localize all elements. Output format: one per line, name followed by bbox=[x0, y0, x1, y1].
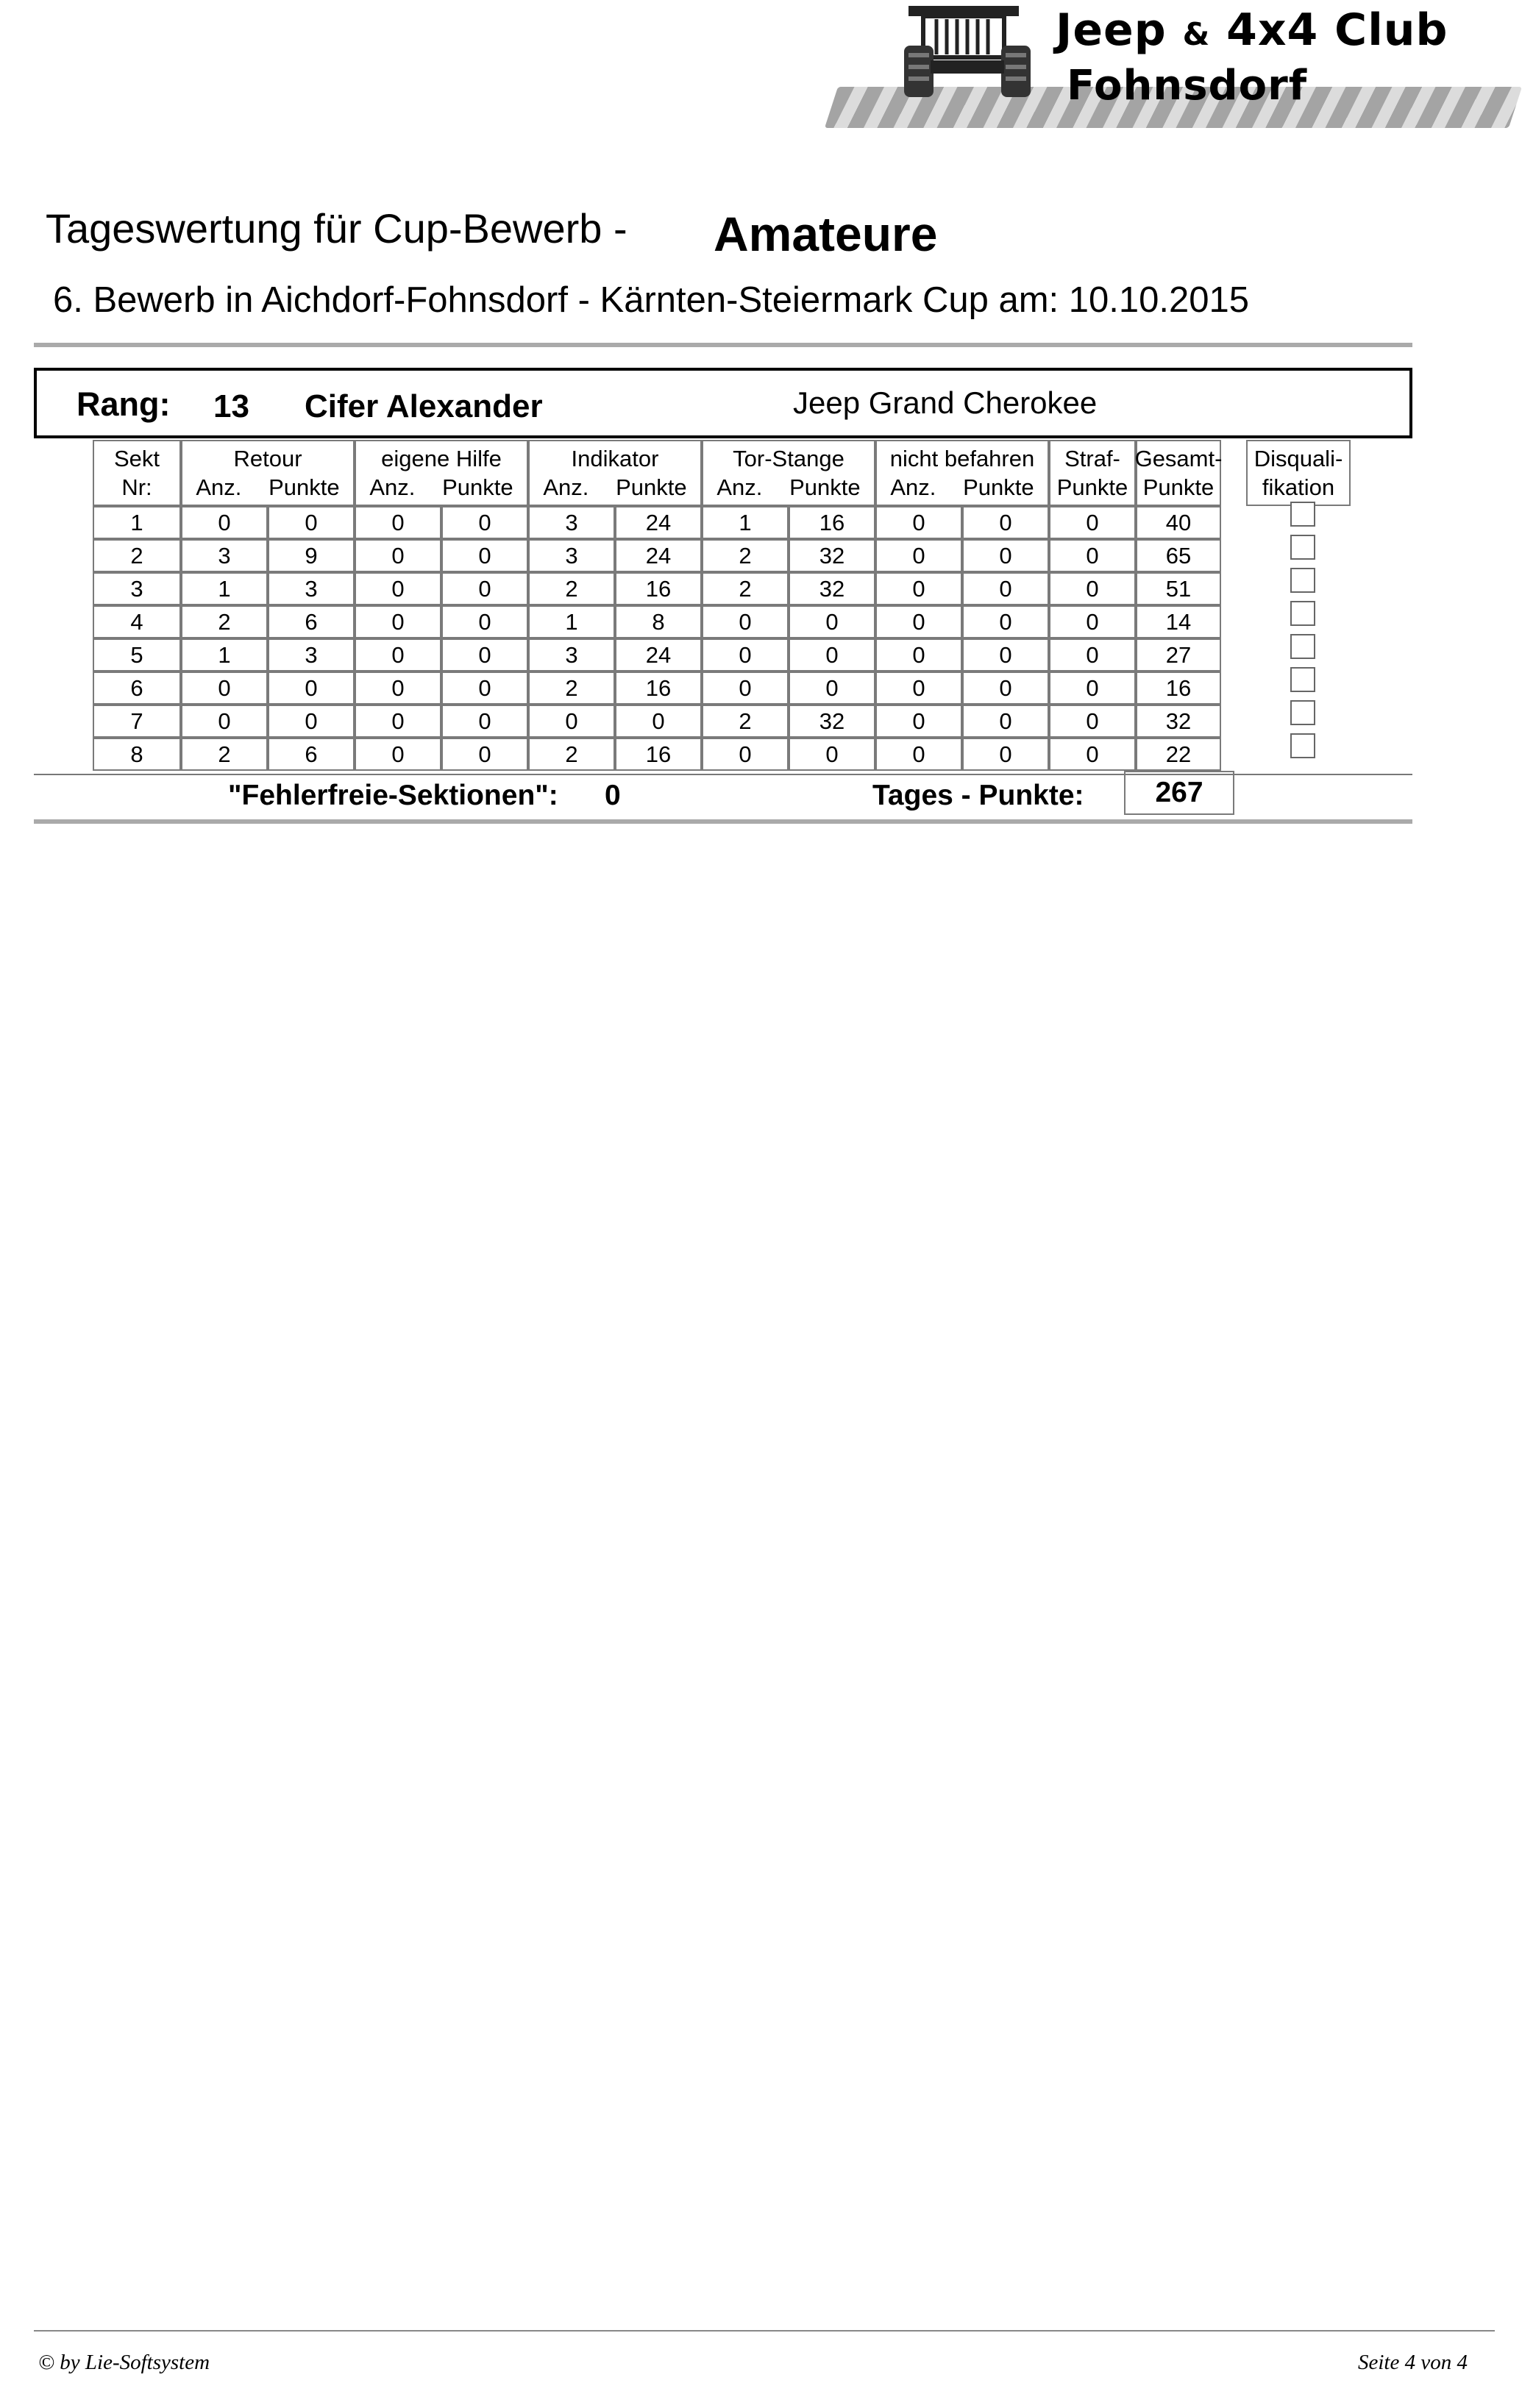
error-free-label: "Fehlerfreie-Sektionen": bbox=[228, 780, 558, 811]
rank-label: Rang: bbox=[77, 385, 171, 423]
table-cell: 1 bbox=[93, 506, 181, 539]
table-cell: 0 bbox=[441, 539, 528, 572]
table-cell: 0 bbox=[1049, 605, 1136, 638]
table-cell: 3 bbox=[268, 638, 355, 672]
column-header-sub: Anz. bbox=[369, 474, 416, 500]
table-cell: 0 bbox=[962, 539, 1049, 572]
table-cell: 16 bbox=[1136, 672, 1221, 705]
table-cell: 0 bbox=[615, 705, 702, 738]
table-cell: 8 bbox=[615, 605, 702, 638]
table-cell: 0 bbox=[181, 506, 268, 539]
column-header bbox=[93, 440, 181, 506]
table-cell: 0 bbox=[875, 638, 962, 672]
table-cell: 32 bbox=[789, 539, 875, 572]
table-cell: 5 bbox=[93, 638, 181, 672]
table-cell: 6 bbox=[268, 605, 355, 638]
table-cell: 0 bbox=[441, 572, 528, 605]
table-cell: 0 bbox=[181, 672, 268, 705]
table-cell: 0 bbox=[355, 672, 441, 705]
table-cell: 0 bbox=[702, 638, 789, 672]
table-cell: 0 bbox=[875, 572, 962, 605]
table-cell: 0 bbox=[355, 539, 441, 572]
table-cell: 0 bbox=[441, 605, 528, 638]
day-points-value: 267 bbox=[1124, 771, 1234, 815]
column-header bbox=[1049, 440, 1136, 506]
table-cell: 16 bbox=[615, 672, 702, 705]
table-cell: 2 bbox=[702, 705, 789, 738]
column-header bbox=[875, 440, 1049, 506]
table-cell: 24 bbox=[615, 539, 702, 572]
disqualification-checkbox[interactable] bbox=[1290, 733, 1315, 758]
table-cell: 0 bbox=[355, 638, 441, 672]
table-cell: 0 bbox=[962, 572, 1049, 605]
table-cell: 0 bbox=[875, 539, 962, 572]
table-cell: 2 bbox=[528, 738, 615, 771]
logo-line1: Jeep & 4x4 Club bbox=[1056, 4, 1448, 56]
table-cell: 0 bbox=[1049, 705, 1136, 738]
table-cell: 0 bbox=[1049, 672, 1136, 705]
table-cell: 1 bbox=[528, 605, 615, 638]
column-header-sub: Punkte bbox=[1056, 474, 1128, 500]
column-header-title: Indikator bbox=[571, 446, 659, 471]
column-header-title: nicht befahren bbox=[889, 446, 1035, 471]
table-cell: 0 bbox=[789, 738, 875, 771]
table-cell: 6 bbox=[93, 672, 181, 705]
column-header-title: Retour bbox=[233, 446, 302, 471]
page-number: Seite 4 von 4 bbox=[1358, 2351, 1468, 2374]
table-cell: 0 bbox=[702, 672, 789, 705]
column-header bbox=[1136, 440, 1221, 506]
column-header-sub: Nr: bbox=[121, 474, 152, 500]
logo-line2: Fohnsdorf bbox=[1067, 62, 1308, 110]
column-header-sub: Punkte bbox=[963, 474, 1034, 500]
participant-name: Cifer Alexander bbox=[305, 388, 543, 424]
column-header-sub: Punkte bbox=[616, 474, 687, 500]
table-cell: 14 bbox=[1136, 605, 1221, 638]
table-cell: 0 bbox=[268, 705, 355, 738]
copyright: © by Lie-Softsystem bbox=[38, 2351, 210, 2374]
table-cell: 6 bbox=[268, 738, 355, 771]
table-cell: 9 bbox=[268, 539, 355, 572]
table-cell: 0 bbox=[441, 638, 528, 672]
column-header bbox=[181, 440, 355, 506]
table-cell: 16 bbox=[615, 572, 702, 605]
table-cell: 0 bbox=[441, 738, 528, 771]
table-cell: 2 bbox=[702, 539, 789, 572]
column-header-title: Disquali- bbox=[1253, 446, 1343, 471]
table-cell: 1 bbox=[702, 506, 789, 539]
table-cell: 65 bbox=[1136, 539, 1221, 572]
page-title: Tageswertung für Cup-Bewerb - bbox=[46, 205, 627, 252]
table-cell: 0 bbox=[528, 705, 615, 738]
table-cell: 16 bbox=[615, 738, 702, 771]
table-cell: 3 bbox=[181, 539, 268, 572]
table-cell: 24 bbox=[615, 506, 702, 539]
column-header-sub: Anz. bbox=[890, 474, 936, 500]
table-cell: 0 bbox=[875, 705, 962, 738]
disqualification-checkbox[interactable] bbox=[1290, 601, 1315, 626]
table-cell: 24 bbox=[615, 638, 702, 672]
column-header bbox=[702, 440, 875, 506]
column-header-title: Sekt bbox=[113, 446, 160, 471]
disqualification-checkbox[interactable] bbox=[1290, 502, 1315, 527]
summary-bottom-divider bbox=[34, 819, 1412, 824]
table-cell: 0 bbox=[1049, 738, 1136, 771]
table-cell: 0 bbox=[875, 738, 962, 771]
table-cell: 3 bbox=[268, 572, 355, 605]
column-header-sub: Anz. bbox=[196, 474, 242, 500]
table-cell: 0 bbox=[441, 705, 528, 738]
table-cell: 3 bbox=[93, 572, 181, 605]
column-header-sub: Punkte bbox=[789, 474, 861, 500]
club-logo bbox=[817, 0, 1522, 132]
table-cell: 2 bbox=[181, 605, 268, 638]
table-cell: 0 bbox=[702, 605, 789, 638]
table-cell: 1 bbox=[181, 572, 268, 605]
table-cell: 0 bbox=[355, 572, 441, 605]
table-cell: 0 bbox=[441, 672, 528, 705]
table-cell: 0 bbox=[962, 506, 1049, 539]
column-header-sub: Anz. bbox=[716, 474, 763, 500]
table-cell: 0 bbox=[962, 638, 1049, 672]
table-cell: 0 bbox=[875, 672, 962, 705]
disqualification-checkbox[interactable] bbox=[1290, 700, 1315, 725]
table-cell: 0 bbox=[789, 638, 875, 672]
table-cell: 0 bbox=[1049, 638, 1136, 672]
table-cell: 0 bbox=[1049, 572, 1136, 605]
vehicle-name: Jeep Grand Cherokee bbox=[793, 385, 1098, 420]
column-header-sub: fikation bbox=[1262, 474, 1335, 500]
column-header bbox=[1246, 440, 1351, 506]
day-points-label: Tages - Punkte: bbox=[872, 780, 1084, 811]
table-cell: 0 bbox=[441, 506, 528, 539]
table-cell: 0 bbox=[962, 672, 1049, 705]
table-cell: 0 bbox=[789, 605, 875, 638]
table-cell: 51 bbox=[1136, 572, 1221, 605]
table-cell: 0 bbox=[355, 605, 441, 638]
table-cell: 2 bbox=[702, 572, 789, 605]
table-cell: 0 bbox=[1049, 539, 1136, 572]
table-cell: 32 bbox=[789, 705, 875, 738]
disqualification-checkbox[interactable] bbox=[1290, 568, 1315, 593]
table-cell: 7 bbox=[93, 705, 181, 738]
table-cell: 32 bbox=[789, 572, 875, 605]
column-header-sub: Punkte bbox=[269, 474, 340, 500]
table-cell: 0 bbox=[875, 506, 962, 539]
table-cell: 3 bbox=[528, 506, 615, 539]
table-cell: 0 bbox=[962, 605, 1049, 638]
table-cell: 22 bbox=[1136, 738, 1221, 771]
column-header-title: eigene Hilfe bbox=[381, 446, 502, 471]
disqualification-checkbox[interactable] bbox=[1290, 535, 1315, 560]
title-divider bbox=[34, 343, 1412, 347]
category-title: Amateure bbox=[714, 207, 938, 261]
table-cell: 2 bbox=[181, 738, 268, 771]
table-cell: 1 bbox=[181, 638, 268, 672]
table-cell: 3 bbox=[528, 539, 615, 572]
disqualification-checkbox[interactable] bbox=[1290, 634, 1315, 659]
table-cell: 0 bbox=[962, 738, 1049, 771]
table-cell: 0 bbox=[355, 738, 441, 771]
column-header-title: Tor-Stange bbox=[733, 446, 844, 471]
table-cell: 2 bbox=[93, 539, 181, 572]
table-cell: 0 bbox=[789, 672, 875, 705]
error-free-value: 0 bbox=[605, 780, 621, 811]
footer-divider bbox=[34, 2330, 1495, 2332]
table-cell: 0 bbox=[268, 672, 355, 705]
jeep-icon bbox=[894, 1, 1041, 104]
table-cell: 0 bbox=[268, 506, 355, 539]
table-cell: 8 bbox=[93, 738, 181, 771]
table-cell: 0 bbox=[181, 705, 268, 738]
table-cell: 4 bbox=[93, 605, 181, 638]
table-cell: 0 bbox=[355, 506, 441, 539]
column-header-sub: Punkte bbox=[442, 474, 513, 500]
table-cell: 16 bbox=[789, 506, 875, 539]
column-header-sub: Anz. bbox=[543, 474, 589, 500]
rank-value: 13 bbox=[213, 388, 249, 424]
table-cell: 0 bbox=[1049, 506, 1136, 539]
disqualification-checkbox[interactable] bbox=[1290, 667, 1315, 692]
column-header-title: Gesamt- bbox=[1134, 446, 1223, 471]
column-header bbox=[355, 440, 528, 506]
table-cell: 40 bbox=[1136, 506, 1221, 539]
table-cell: 0 bbox=[702, 738, 789, 771]
table-cell: 32 bbox=[1136, 705, 1221, 738]
column-header bbox=[528, 440, 702, 506]
table-cell: 27 bbox=[1136, 638, 1221, 672]
table-cell: 2 bbox=[528, 672, 615, 705]
table-cell: 0 bbox=[355, 705, 441, 738]
table-cell: 0 bbox=[962, 705, 1049, 738]
event-subtitle: 6. Bewerb in Aichdorf-Fohnsdorf - Kärnten-Steiermark Cup am: 10.10.2015 bbox=[53, 280, 1249, 320]
table-cell: 2 bbox=[528, 572, 615, 605]
column-header-sub: Punkte bbox=[1142, 474, 1215, 500]
table-cell: 0 bbox=[875, 605, 962, 638]
column-header-title: Straf- bbox=[1064, 446, 1120, 471]
table-cell: 3 bbox=[528, 638, 615, 672]
